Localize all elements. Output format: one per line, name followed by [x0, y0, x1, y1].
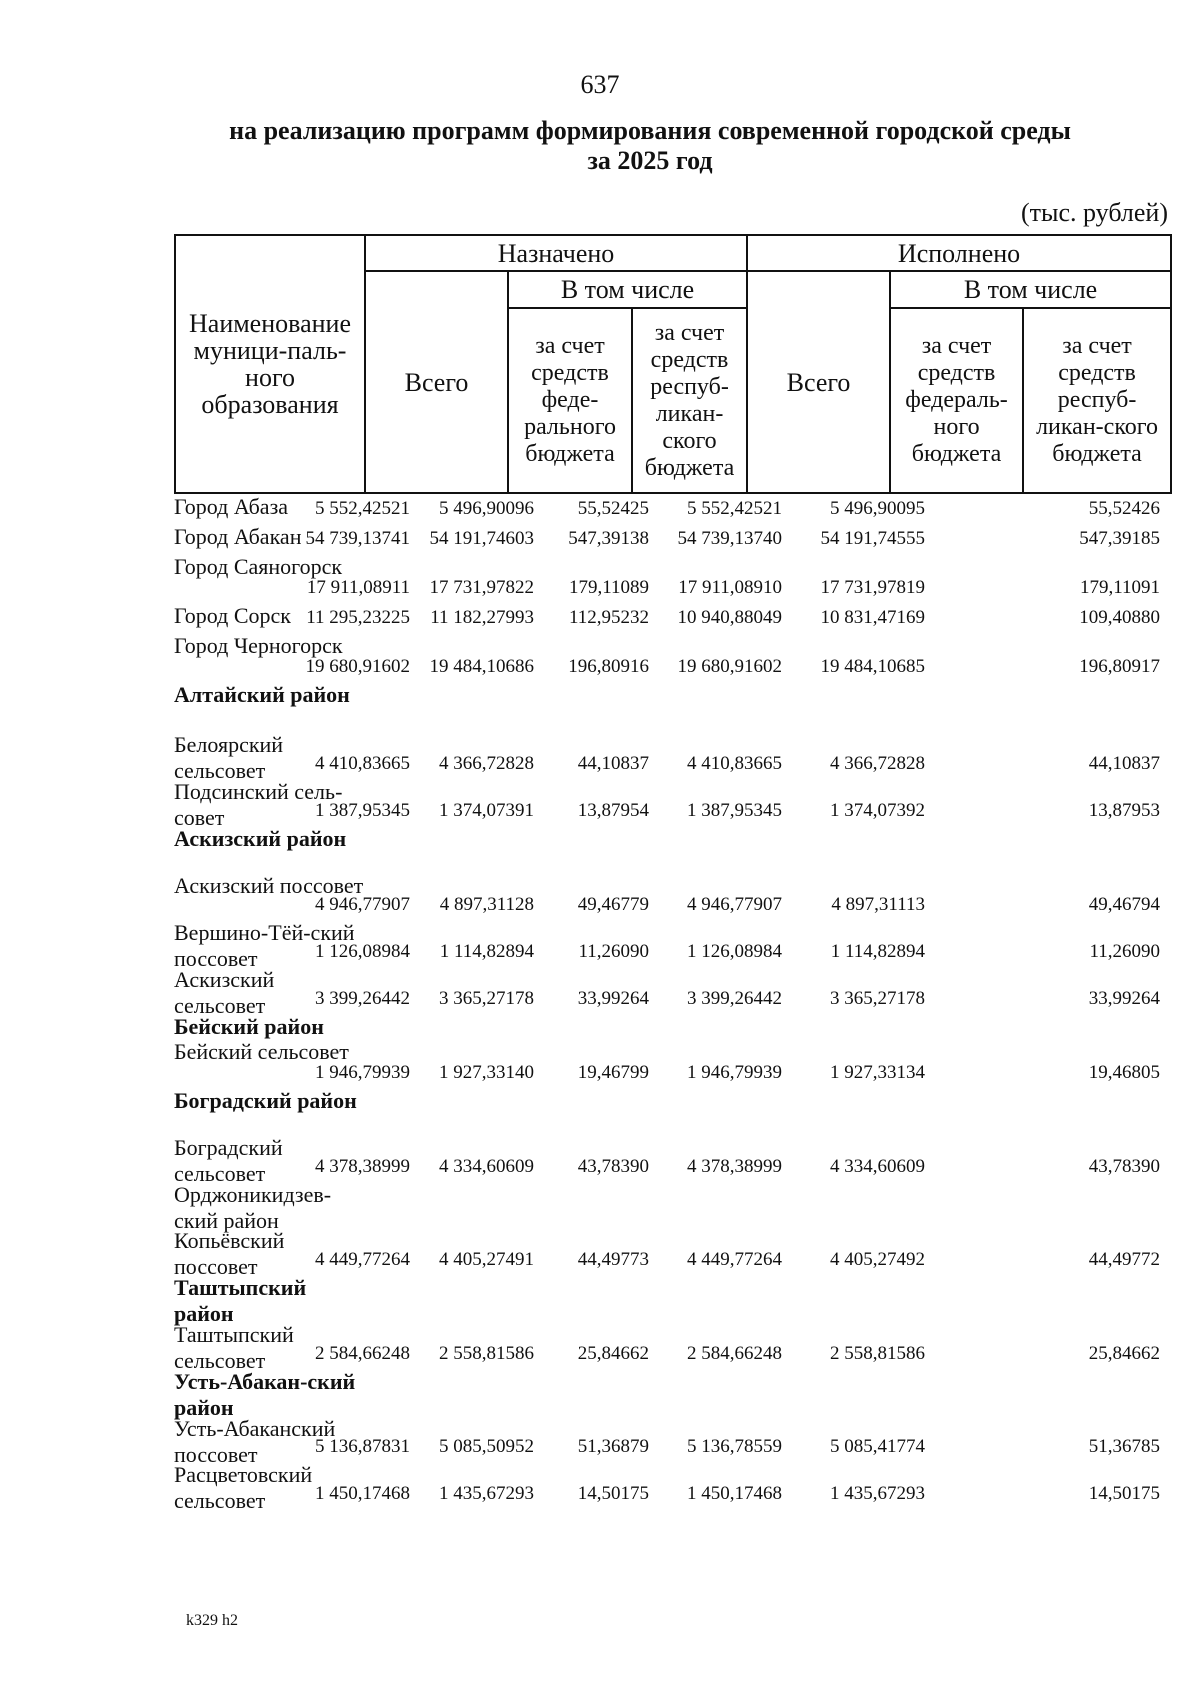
value-cell: 13,87953: [1088, 800, 1160, 821]
footer-code: k329 h2: [186, 1612, 238, 1629]
value-cell: 1 450,17468: [687, 1483, 782, 1504]
value-cell: 196,80917: [1079, 656, 1160, 677]
municipality-name: Усть-Абаканский поссовет: [174, 1416, 336, 1467]
table-row: [174, 873, 1170, 920]
value-cell: 11 182,27993: [430, 607, 534, 628]
value-cell: 13,87954: [577, 800, 649, 821]
value-cell: 4 405,27491: [439, 1249, 534, 1270]
municipality-name: Город Черногорск: [174, 633, 343, 658]
table-row: [174, 779, 1170, 830]
value-cell: 1 126,08984: [687, 941, 782, 962]
value-cell: 54 191,74603: [429, 528, 534, 549]
header-assigned-federal: за счет средств феде-рального бюджета: [508, 308, 632, 493]
value-cell: 17 911,08911: [306, 577, 410, 598]
value-cell: 3 399,26442: [687, 988, 782, 1009]
value-cell: 4 449,77264: [687, 1249, 782, 1270]
group-heading-row: [174, 1182, 1170, 1233]
value-cell: 109,40880: [1079, 607, 1160, 628]
table-header: [174, 234, 1172, 494]
value-cell: 51,36785: [1088, 1436, 1160, 1457]
value-cell: 51,36879: [577, 1436, 649, 1457]
table-row: [174, 524, 1170, 554]
value-cell: 1 114,82894: [830, 941, 925, 962]
value-cell: 4 405,27492: [830, 1249, 925, 1270]
value-cell: 5 552,42521: [315, 498, 410, 519]
municipality-name: Город Абакан: [174, 524, 302, 549]
value-cell: 1 435,67293: [439, 1483, 534, 1504]
value-cell: 2 558,81586: [439, 1343, 534, 1364]
value-cell: 4 410,83665: [687, 753, 782, 774]
table-row: [174, 633, 1170, 682]
value-cell: 4 334,60609: [830, 1156, 925, 1177]
group-heading-row: [174, 1014, 1170, 1039]
value-cell: 44,10837: [1088, 753, 1160, 774]
value-cell: 49,46779: [577, 894, 649, 915]
title-line-2: за 2025 год: [587, 146, 713, 175]
table-row: [174, 1039, 1170, 1088]
value-cell: 14,50175: [577, 1483, 649, 1504]
municipality-name: Алтайский район: [174, 682, 350, 707]
value-cell: 19 484,10686: [429, 656, 534, 677]
value-cell: 1 387,95345: [315, 800, 410, 821]
value-cell: 14,50175: [1088, 1483, 1160, 1504]
value-cell: 55,52425: [577, 498, 649, 519]
table-body: [174, 494, 1170, 1513]
municipality-name: Расцветовский сельсовет: [174, 1462, 313, 1513]
value-cell: 10 831,47169: [820, 607, 925, 628]
header-name-column: Наименование муници-паль-ного образования: [175, 235, 365, 493]
header-assigned-including: В том числе: [508, 271, 747, 308]
value-cell: 1 946,79939: [315, 1062, 410, 1083]
value-cell: 112,95232: [568, 607, 649, 628]
value-cell: 1 450,17468: [315, 1483, 410, 1504]
value-cell: 44,10837: [577, 753, 649, 774]
group-heading-row: [174, 1088, 1170, 1135]
table-row: [174, 920, 1170, 971]
municipality-name: Усть-Абакан-ский район: [174, 1369, 356, 1420]
header-executed-total: Всего: [747, 271, 890, 493]
value-cell: 49,46794: [1088, 894, 1160, 915]
municipality-name: Таштыпский район: [174, 1275, 307, 1326]
municipality-name: Бейский сельсовет: [174, 1039, 349, 1064]
value-cell: 33,99264: [577, 988, 649, 1009]
value-cell: 17 731,97819: [820, 577, 925, 598]
value-cell: 2 584,66248: [315, 1343, 410, 1364]
table-row: [174, 1416, 1170, 1467]
table-row: [174, 967, 1170, 1018]
value-cell: 10 940,88049: [677, 607, 782, 628]
table-row: [174, 1135, 1170, 1186]
municipality-name: Боградский район: [174, 1088, 357, 1113]
value-cell: 54 739,13741: [305, 528, 410, 549]
value-cell: 44,49773: [577, 1249, 649, 1270]
municipality-name: Орджоникидзев-ский район: [174, 1182, 332, 1233]
value-cell: 44,49772: [1088, 1249, 1160, 1270]
value-cell: 4 378,38999: [315, 1156, 410, 1177]
value-cell: 19 484,10685: [820, 656, 925, 677]
value-cell: 19,46799: [577, 1062, 649, 1083]
header-executed: Исполнено: [747, 235, 1171, 271]
value-cell: 5 496,90095: [830, 498, 925, 519]
value-cell: 179,11091: [1079, 577, 1160, 598]
value-cell: 547,39185: [1079, 528, 1160, 549]
table-row: [174, 732, 1170, 783]
value-cell: 25,84662: [1088, 1343, 1160, 1364]
header-executed-federal: за счет средств федераль-ного бюджета: [890, 308, 1023, 493]
table-row: [174, 494, 1170, 524]
value-cell: 55,52426: [1088, 498, 1160, 519]
municipality-name: Город Абаза: [174, 494, 289, 519]
value-cell: 5 136,78559: [687, 1436, 782, 1457]
value-cell: 1 946,79939: [687, 1062, 782, 1083]
value-cell: 1 114,82894: [439, 941, 534, 962]
value-cell: 4 897,31113: [831, 894, 925, 915]
value-cell: 1 126,08984: [315, 941, 410, 962]
value-cell: 43,78390: [1088, 1156, 1160, 1177]
municipality-name: Аскизский сельсовет: [174, 967, 275, 1018]
municipality-name: Аскизский район: [174, 826, 347, 851]
value-cell: 547,39138: [568, 528, 649, 549]
header-assigned-total: Всего: [365, 271, 508, 493]
document-title: [150, 116, 1150, 176]
value-cell: 4 449,77264: [315, 1249, 410, 1270]
value-cell: 1 927,33140: [439, 1062, 534, 1083]
value-cell: 4 378,38999: [687, 1156, 782, 1177]
value-cell: 5 085,41774: [830, 1436, 925, 1457]
value-cell: 1 374,07392: [830, 800, 925, 821]
value-cell: 19 680,91602: [305, 656, 410, 677]
header-executed-republic: за счет средств респуб-ликан-ского бюджета: [1023, 308, 1171, 493]
value-cell: 196,80916: [568, 656, 649, 677]
group-heading-row: [174, 1369, 1170, 1420]
municipality-name: Подсинский сель-совет: [174, 779, 343, 830]
value-cell: 4 897,31128: [439, 894, 534, 915]
units-label: (тыс. рублей): [1020, 198, 1168, 227]
value-cell: 1 927,33134: [830, 1062, 925, 1083]
value-cell: 3 399,26442: [315, 988, 410, 1009]
municipality-name: Белоярский сельсовет: [174, 732, 284, 783]
municipality-name: Копьёвский поссовет: [174, 1228, 285, 1279]
municipality-name: Таштыпский сельсовет: [174, 1322, 294, 1373]
value-cell: 5 136,87831: [315, 1436, 410, 1457]
header-assigned: Назначено: [365, 235, 747, 271]
value-cell: 11,26090: [578, 941, 649, 962]
group-heading-row: [174, 682, 1170, 732]
table-row: [174, 1322, 1170, 1373]
value-cell: 19 680,91602: [677, 656, 782, 677]
value-cell: 4 334,60609: [439, 1156, 534, 1177]
value-cell: 5 085,50952: [439, 1436, 534, 1457]
municipality-name: Бейский район: [174, 1014, 324, 1039]
table-row: [174, 1462, 1170, 1513]
header-assigned-republic: за счет средств респуб-ликан-ского бюджета: [632, 308, 747, 493]
value-cell: 2 558,81586: [830, 1343, 925, 1364]
value-cell: 4 410,83665: [315, 753, 410, 774]
value-cell: 5 552,42521: [687, 498, 782, 519]
value-cell: 1 435,67293: [830, 1483, 925, 1504]
value-cell: 43,78390: [577, 1156, 649, 1177]
value-cell: 54 191,74555: [820, 528, 925, 549]
value-cell: 4 366,72828: [439, 753, 534, 774]
value-cell: 2 584,66248: [687, 1343, 782, 1364]
value-cell: 5 496,90096: [439, 498, 534, 519]
value-cell: 11 295,23225: [306, 607, 410, 628]
municipality-name: Аскизский поссовет: [174, 873, 364, 898]
municipality-name: Город Сорск: [174, 603, 291, 628]
value-cell: 3 365,27178: [830, 988, 925, 1009]
municipality-name: Боградский сельсовет: [174, 1135, 283, 1186]
title-line-1: на реализацию программ формирования современной городской среды: [229, 116, 1071, 145]
page-number: 637: [580, 70, 620, 99]
value-cell: 17 731,97822: [429, 577, 534, 598]
value-cell: 1 387,95345: [687, 800, 782, 821]
value-cell: 25,84662: [577, 1343, 649, 1364]
group-heading-row: [174, 1275, 1170, 1326]
value-cell: 179,11089: [568, 577, 649, 598]
value-cell: 3 365,27178: [439, 988, 534, 1009]
value-cell: 4 366,72828: [830, 753, 925, 774]
value-cell: 11,26090: [1089, 941, 1160, 962]
value-cell: 54 739,13740: [677, 528, 782, 549]
table-row: [174, 554, 1170, 603]
value-cell: 1 374,07391: [439, 800, 534, 821]
group-heading-row: [174, 826, 1170, 873]
header-executed-including: В том числе: [890, 271, 1171, 308]
municipality-name: Город Саяногорск: [174, 554, 343, 579]
table-row: [174, 1228, 1170, 1279]
municipality-name: Вершино-Тёй-ский поссовет: [174, 920, 355, 971]
value-cell: 4 946,77907: [315, 894, 410, 915]
value-cell: 17 911,08910: [678, 577, 782, 598]
value-cell: 19,46805: [1088, 1062, 1160, 1083]
table-row: [174, 603, 1170, 633]
value-cell: 4 946,77907: [687, 894, 782, 915]
value-cell: 33,99264: [1088, 988, 1160, 1009]
